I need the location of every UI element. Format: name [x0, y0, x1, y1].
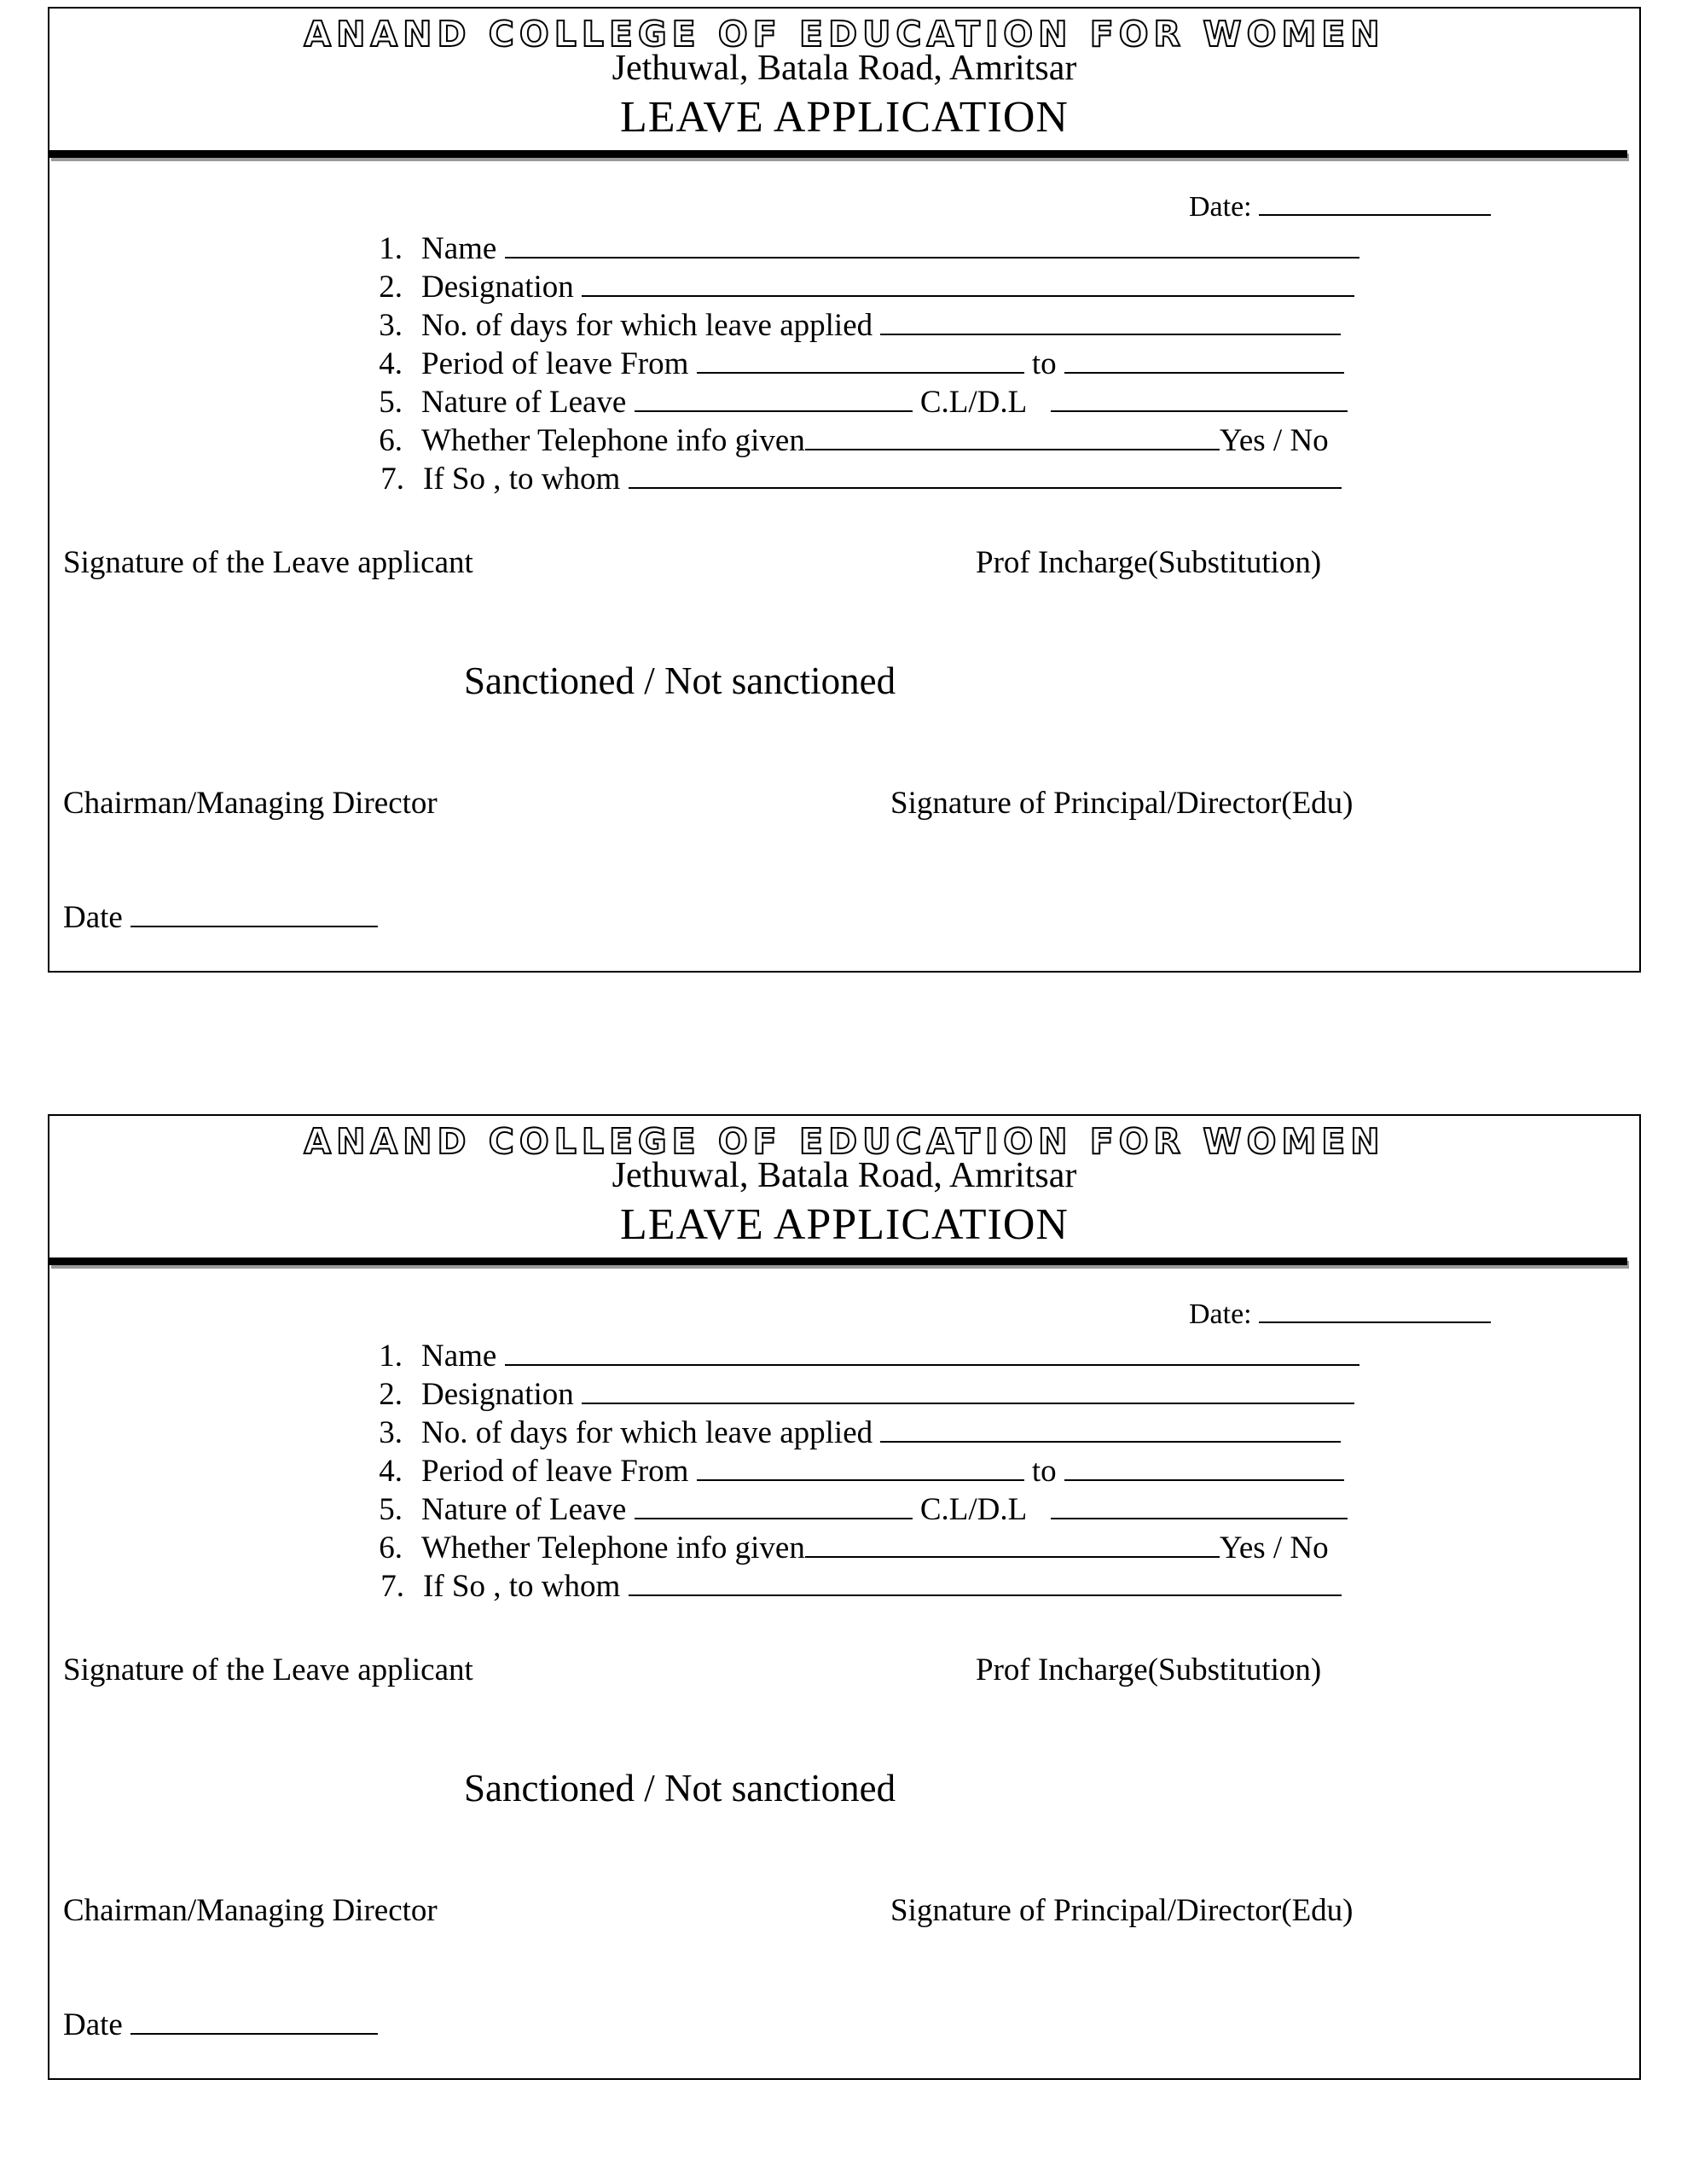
name-label: Name — [421, 1339, 497, 1374]
item-name[interactable] — [348, 1338, 1359, 1374]
item-number: 3. — [379, 1415, 403, 1450]
days-label: No. of days for which leave applied — [421, 308, 873, 343]
days-blank[interactable] — [880, 1420, 1341, 1443]
item-number: 1. — [379, 231, 403, 266]
item-telephone[interactable] — [348, 422, 1329, 459]
yes-no-option[interactable]: Yes / No — [1219, 1531, 1329, 1565]
header-divider — [49, 1258, 1627, 1265]
date-label: Date: — [1189, 1298, 1252, 1330]
prof-incharge-label: Prof Incharge(Substitution) — [976, 545, 1322, 580]
date-label: Date: — [1189, 191, 1252, 223]
item-days[interactable] — [348, 1414, 1341, 1451]
college-name: ANAND COLLEGE OF EDUCATION FOR WOMEN — [304, 1121, 1385, 1162]
designation-label: Designation — [421, 270, 574, 305]
date-blank[interactable] — [1259, 194, 1491, 216]
form-title: LEAVE APPLICATION — [620, 93, 1069, 142]
item-number: 6. — [379, 423, 403, 458]
item-nature[interactable] — [348, 1491, 1348, 1528]
date-field[interactable] — [1189, 191, 1491, 224]
period-to-blank[interactable] — [1064, 1459, 1344, 1481]
item-if-so[interactable] — [357, 1568, 1342, 1605]
nature-label: Nature of Leave — [421, 385, 627, 420]
item-number: 7. — [380, 462, 404, 497]
period-from-label: Period of leave From — [421, 1454, 689, 1489]
item-number: 5. — [379, 1492, 403, 1527]
period-to-blank[interactable] — [1064, 351, 1344, 374]
cl-dl-label: C.L/D.L — [919, 1492, 1026, 1527]
item-number: 7. — [380, 1569, 404, 1604]
telephone-blank[interactable] — [805, 1536, 1220, 1558]
period-from-label: Period of leave From — [421, 346, 689, 381]
item-number: 2. — [379, 270, 403, 305]
header-divider — [49, 150, 1627, 158]
if-so-blank[interactable] — [629, 467, 1342, 489]
telephone-blank[interactable] — [805, 428, 1220, 450]
cl-dl-label: C.L/D.L — [919, 385, 1026, 420]
form-title: LEAVE APPLICATION — [620, 1200, 1069, 1249]
telephone-label: Whether Telephone info given — [421, 1531, 805, 1565]
college-address: Jethuwal, Batala Road, Amritsar — [612, 49, 1077, 88]
if-so-blank[interactable] — [629, 1574, 1342, 1596]
sanction-status[interactable]: Sanctioned / Not sanctioned — [464, 659, 896, 702]
designation-label: Designation — [421, 1377, 574, 1412]
chairman-label: Chairman/Managing Director — [63, 786, 438, 821]
period-to-label: to — [1031, 1454, 1057, 1489]
bottom-date-field[interactable] — [63, 2007, 378, 2043]
designation-blank[interactable] — [582, 1382, 1354, 1404]
bottom-date-label: Date — [63, 2007, 123, 2042]
designation-blank[interactable] — [582, 275, 1354, 297]
days-blank[interactable] — [880, 313, 1341, 335]
bottom-date-label: Date — [63, 900, 123, 935]
item-if-so[interactable] — [357, 461, 1342, 497]
principal-signature-label: Signature of Principal/Director(Edu) — [890, 1893, 1354, 1928]
item-period[interactable] — [348, 1453, 1344, 1490]
item-number: 2. — [379, 1377, 403, 1412]
item-telephone[interactable] — [348, 1530, 1329, 1566]
period-to-label: to — [1031, 346, 1057, 381]
yes-no-option[interactable]: Yes / No — [1219, 423, 1329, 458]
nature-label: Nature of Leave — [421, 1492, 627, 1527]
item-number: 1. — [379, 1339, 403, 1374]
bottom-date-blank[interactable] — [130, 905, 378, 927]
item-days[interactable] — [348, 307, 1341, 344]
name-blank[interactable] — [505, 1344, 1359, 1366]
leave-application-form-2 — [48, 1114, 1641, 2080]
item-number: 6. — [379, 1531, 403, 1565]
item-designation[interactable] — [348, 269, 1354, 305]
item-nature[interactable] — [348, 384, 1348, 421]
cl-dl-blank[interactable] — [1051, 1497, 1348, 1519]
cl-dl-blank[interactable] — [1051, 390, 1348, 412]
item-number: 3. — [379, 308, 403, 343]
item-period[interactable] — [348, 346, 1344, 382]
item-name[interactable] — [348, 230, 1359, 267]
item-number: 5. — [379, 385, 403, 420]
date-field[interactable] — [1189, 1298, 1491, 1331]
bottom-date-blank[interactable] — [130, 2013, 378, 2035]
period-from-blank[interactable] — [697, 351, 1024, 374]
if-so-label: If So , to whom — [423, 462, 621, 497]
principal-signature-label: Signature of Principal/Director(Edu) — [890, 786, 1354, 821]
period-from-blank[interactable] — [697, 1459, 1024, 1481]
item-number: 4. — [379, 1454, 403, 1489]
date-blank[interactable] — [1259, 1301, 1491, 1323]
prof-incharge-label: Prof Incharge(Substitution) — [976, 1653, 1322, 1687]
bottom-date-field[interactable] — [63, 899, 378, 936]
nature-blank[interactable] — [635, 390, 913, 412]
item-number: 4. — [379, 346, 403, 381]
leave-application-form-1 — [48, 7, 1641, 973]
college-address: Jethuwal, Batala Road, Amritsar — [612, 1156, 1077, 1195]
nature-blank[interactable] — [635, 1497, 913, 1519]
applicant-signature-label: Signature of the Leave applicant — [63, 545, 473, 580]
college-name: ANAND COLLEGE OF EDUCATION FOR WOMEN — [304, 14, 1385, 55]
if-so-label: If So , to whom — [423, 1569, 621, 1604]
sanction-status[interactable]: Sanctioned / Not sanctioned — [464, 1767, 896, 1809]
applicant-signature-label: Signature of the Leave applicant — [63, 1653, 473, 1687]
chairman-label: Chairman/Managing Director — [63, 1893, 438, 1928]
name-blank[interactable] — [505, 236, 1359, 258]
name-label: Name — [421, 231, 497, 266]
item-designation[interactable] — [348, 1376, 1354, 1413]
telephone-label: Whether Telephone info given — [421, 423, 805, 458]
days-label: No. of days for which leave applied — [421, 1415, 873, 1450]
